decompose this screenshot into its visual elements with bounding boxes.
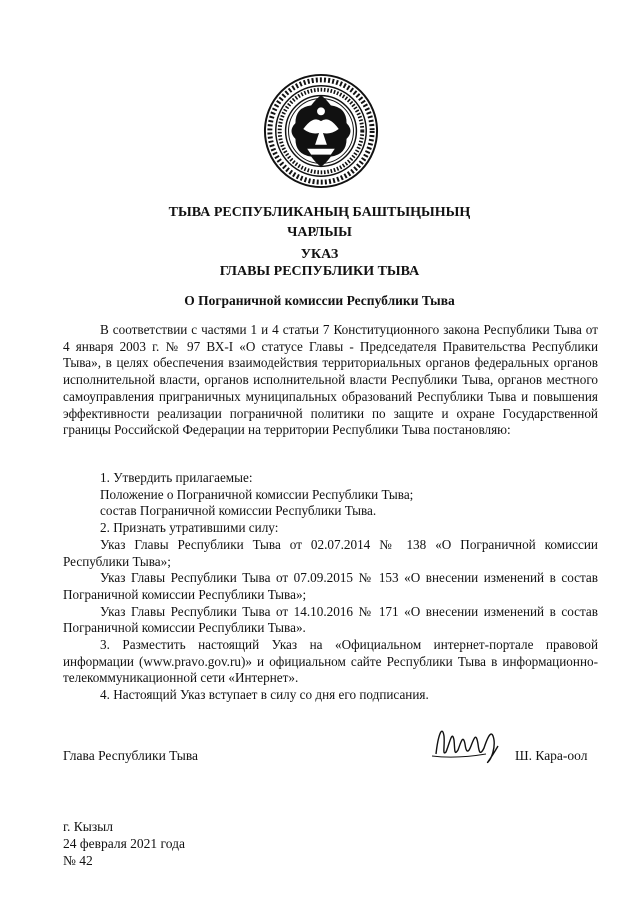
item-2c: Указ Главы Республики Тыва от 14.10.2016 № 171 «О внесении изменений в состав Пограничной комиссии Республики Тыва». — [63, 603, 598, 636]
item-2: 2. Признать утратившими силу: — [100, 520, 279, 536]
item-1b: состав Пограничной комиссии Республики Тыва. — [100, 503, 377, 519]
header-tuvan — [0, 203, 639, 243]
item-3: 3. Разместить настоящий Указ на «Официальном интернет-портале правовой информации (www.pravo.gov.ru)» и официальном сайте Республики Тыва в информационно-телекоммуникационной сети «Интернет». — [63, 637, 598, 686]
item-2a: Указ Главы Республики Тыва от 02.07.2014 № 138 «О Пограничной комиссии Республики Тыва»; — [63, 536, 598, 569]
item-1: 1. Утвердить прилагаемые: — [100, 470, 253, 485]
handwritten-signature-icon — [428, 716, 506, 768]
header-line2: ЧАРЛЫЫ — [287, 225, 352, 240]
intro-paragraph: В соответствии с частями 1 и 4 статьи 7 Конституционного закона Республики Тыва от 4 января 2003 г. № 97 ВХ-I «О статусе Главы - Председателя Правительства Республики Тыва», в целях обеспечения взаимодействия территориальных органов федеральных органов исполнительной власти, органов исполнительной власти Республики Тыва, органов местного самоуправления приграничных муниципальных образований Республики Тыва и повышения эффективности реализации пограничной политики по защите и охране Государственной границы Российской Федерации на территории Республики Тыва постановляю: — [63, 322, 598, 438]
document-footer — [63, 818, 185, 869]
item-1a: Положение о Пограничной комиссии Республики Тыва; — [100, 486, 414, 502]
footer-city: г. Кызыл — [63, 819, 113, 834]
header-russian — [0, 246, 639, 280]
decree-items — [63, 470, 598, 704]
footer-number: № 42 — [63, 853, 93, 868]
ukaz-heading: УКАЗ — [300, 247, 339, 262]
signatory-name: Ш. Кара-оол — [515, 748, 588, 763]
header-line1: ТЫВА РЕСПУБЛИКАНЫҢ БАШТЫҢЫНЫҢ — [168, 205, 471, 220]
document-title: О Пограничной комиссии Республики Тыва — [184, 293, 455, 308]
signatory-position: Глава Республики Тыва — [63, 748, 199, 763]
item-4: 4. Настоящий Указ вступает в силу со дня его подписания. — [100, 687, 429, 703]
tuva-emblem-icon — [262, 72, 380, 190]
item-2b: Указ Главы Республики Тыва от 07.09.2015 № 153 «О внесении изменений в состав Пограничной комиссии Республики Тыва»; — [63, 570, 598, 602]
ukaz-subheading: ГЛАВЫ РЕСПУБЛИКИ ТЫВА — [219, 264, 420, 279]
footer-date: 24 февраля 2021 года — [63, 836, 185, 851]
